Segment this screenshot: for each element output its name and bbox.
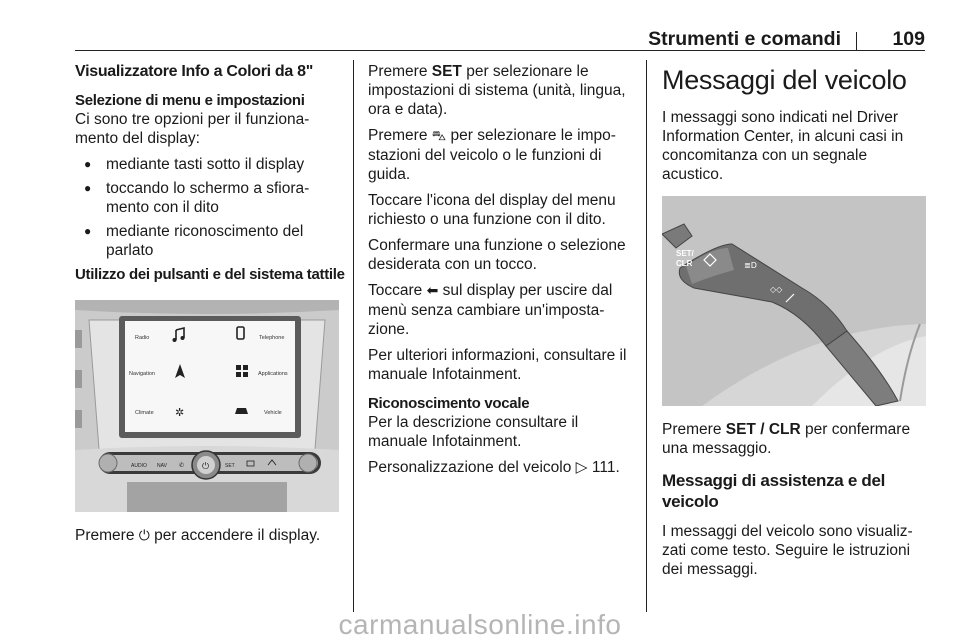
text: per confermare una messaggio. [662, 421, 911, 457]
heading-info-display: Visualizzatore Info a Colori da 8" [75, 63, 314, 80]
column-3 [662, 62, 926, 586]
app-label-navigation: Navigation [129, 371, 155, 377]
options-list [75, 155, 345, 260]
set-button: SET [225, 463, 235, 469]
paragraph-more-info: Per ulteriori informazioni, consultare il manuale Infotainment. [368, 347, 627, 383]
column-divider-1 [353, 60, 354, 612]
paragraph-service-messages: I messaggi del veicolo sono visualiz-zati come testo. Seguire le istruzioni dei messaggi. [662, 523, 913, 578]
subheading-menu-selection: Selezione di menu e impostazioni [75, 92, 305, 109]
caption-text-post: per accendere il display. [154, 527, 321, 544]
header-divider [856, 32, 857, 50]
stalk-label-clr: CLR [676, 259, 693, 268]
subheading-voice: Riconoscimento vocale [368, 395, 530, 412]
nav-button: NAV [157, 463, 167, 469]
stalk-figure [662, 196, 926, 406]
app-label-climate: Climate [135, 410, 154, 416]
light-icon: ≣D [744, 261, 757, 270]
stalk-label-set: SET/ [676, 249, 694, 258]
caption-text-pre: Premere [75, 527, 135, 544]
vehicle-icon [235, 408, 248, 414]
audio-button: AUDIO [131, 463, 147, 469]
text: Premere [368, 63, 428, 80]
app-label-telephone: Telephone [259, 335, 285, 341]
paragraph-set-clr [662, 420, 926, 458]
paragraph-messages-intro: I messaggi sono indicati nel Driver Information Center, in alcuni casi in concomitanza con un segnale acustico. [662, 109, 904, 183]
figure-caption [75, 526, 345, 546]
text: Personalizzazione del veicolo [368, 459, 572, 476]
page-header [75, 28, 925, 52]
heading-vehicle-messages: Messaggi del veicolo [662, 65, 907, 95]
app-label-vehicle: Vehicle [264, 410, 282, 416]
wiper-icon: ◇◇ [770, 285, 783, 294]
power-icon: ⏻ [202, 462, 210, 472]
subheading-buttons-touch: Utilizzo dei pulsanti e del sistema tattile [75, 266, 345, 283]
climate-icon: ✲ [175, 406, 185, 419]
paragraph-vehicle-key [368, 126, 636, 184]
page-number: 109 [892, 28, 925, 50]
infotainment-illustration [75, 300, 339, 512]
phone-key-icon: ✆ [179, 462, 185, 469]
set-key-label: SET [431, 63, 462, 80]
list-item: ● mediante riconoscimento del parlato [75, 222, 345, 260]
stalk-illustration [662, 196, 926, 406]
text: Premere [662, 421, 722, 438]
paragraph-personalization [368, 458, 636, 477]
set-clr-key-label: SET / CLR [725, 421, 801, 438]
text: Toccare [368, 282, 423, 299]
text: sul display per uscire dal menù senza cambiare un'imposta-zione. [368, 282, 613, 338]
paragraph-voice: Per la descrizione consultare il manuale Infotainment. [368, 414, 579, 450]
text: per selezionare le impo-stazioni del veicolo o le funzioni di guida. [368, 127, 616, 183]
intro-text: Ci sono tre opzioni per il funziona-mento del display: [75, 111, 310, 147]
vehicle-settings-icon: ⛍ [431, 128, 447, 144]
infotainment-figure [75, 300, 339, 512]
column-divider-2 [646, 60, 647, 612]
text: Premere [368, 127, 428, 144]
list-item: ● toccando lo schermo a sfiora-mento con il dito [75, 179, 345, 217]
back-arrow-icon: ⬅ [426, 283, 439, 299]
text: per selezionare le impostazioni di sistema (unità, lingua, ora e data). [368, 63, 626, 118]
paragraph-set [368, 62, 636, 119]
column-1 [75, 62, 345, 553]
page-reference[interactable]: ▷ 111. [575, 459, 620, 476]
power-icon: ⏻ [138, 528, 150, 544]
paragraph-back [368, 281, 636, 339]
heading-service-messages: Messaggi di assistenza e del veicolo [662, 471, 886, 511]
column-2 [368, 62, 636, 484]
header-rule [75, 50, 925, 51]
paragraph-confirm: Confermare una funzione o selezione desiderata con un tocco. [368, 237, 626, 273]
paragraph-touch-icon: Toccare l'icona del display del menu richiesto o una funzione con il dito. [368, 192, 616, 228]
app-label-radio: Radio [135, 335, 150, 341]
watermark: carmanualsonline.info [338, 609, 622, 640]
app-label-applications: Applications [258, 371, 288, 377]
list-item: ● mediante tasti sotto il display [75, 155, 345, 174]
section-title: Strumenti e comandi [648, 28, 841, 50]
